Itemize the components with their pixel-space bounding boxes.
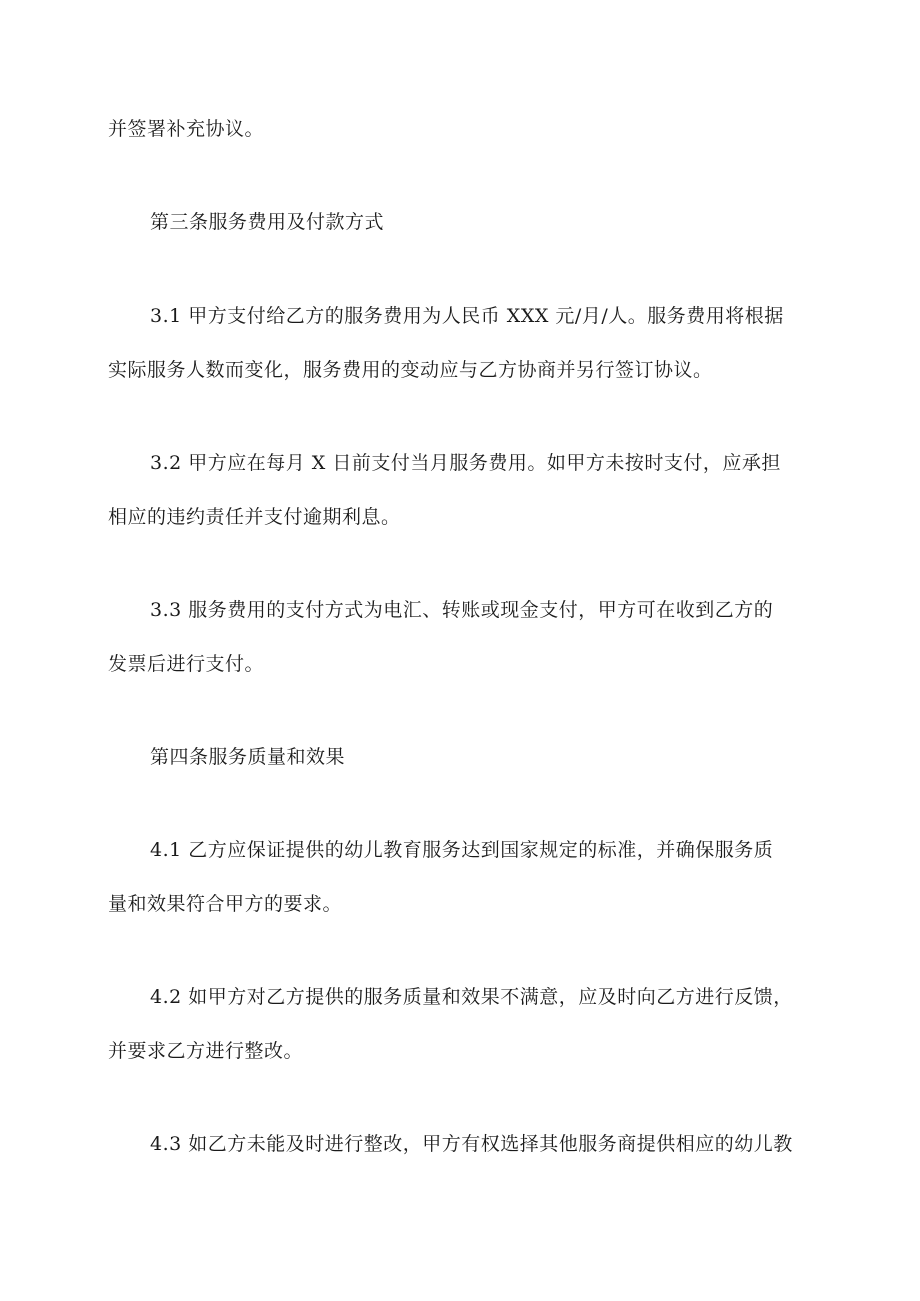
section-heading: 第四条服务质量和效果 — [150, 746, 346, 768]
paragraph-line: 发票后进行支付。 — [108, 653, 265, 675]
paragraph-line: 4.2 如甲方对乙方提供的服务质量和效果不满意，应及时向乙方进行反馈， — [150, 986, 793, 1008]
paragraph-line: 3.1 甲方支付给乙方的服务费用为人民币 XXX 元/月/人。服务费用将根据 — [150, 305, 784, 327]
paragraph-line: 3.3 服务费用的支付方式为电汇、转账或现金支付，甲方可在收到乙方的 — [150, 599, 774, 621]
paragraph-line: 3.2 甲方应在每月 X 日前支付当月服务费用。如甲方未按时支付，应承担 — [150, 452, 781, 474]
paragraph-line: 相应的违约责任并支付逾期利息。 — [108, 506, 401, 528]
section-heading: 第三条服务费用及付款方式 — [150, 211, 385, 233]
paragraph-line: 4.1 乙方应保证提供的幼儿教育服务达到国家规定的标准，并确保服务质 — [150, 839, 774, 861]
paragraph-line: 并要求乙方进行整改。 — [108, 1040, 304, 1062]
paragraph-line: 实际服务人数而变化，服务费用的变动应与乙方协商并另行签订协议。 — [108, 359, 713, 381]
paragraph-line: 4.3 如乙方未能及时进行整改，甲方有权选择其他服务商提供相应的幼儿教 — [150, 1133, 793, 1155]
paragraph-line: 并签署补充协议。 — [108, 118, 265, 140]
paragraph-line: 量和效果符合甲方的要求。 — [108, 893, 343, 915]
